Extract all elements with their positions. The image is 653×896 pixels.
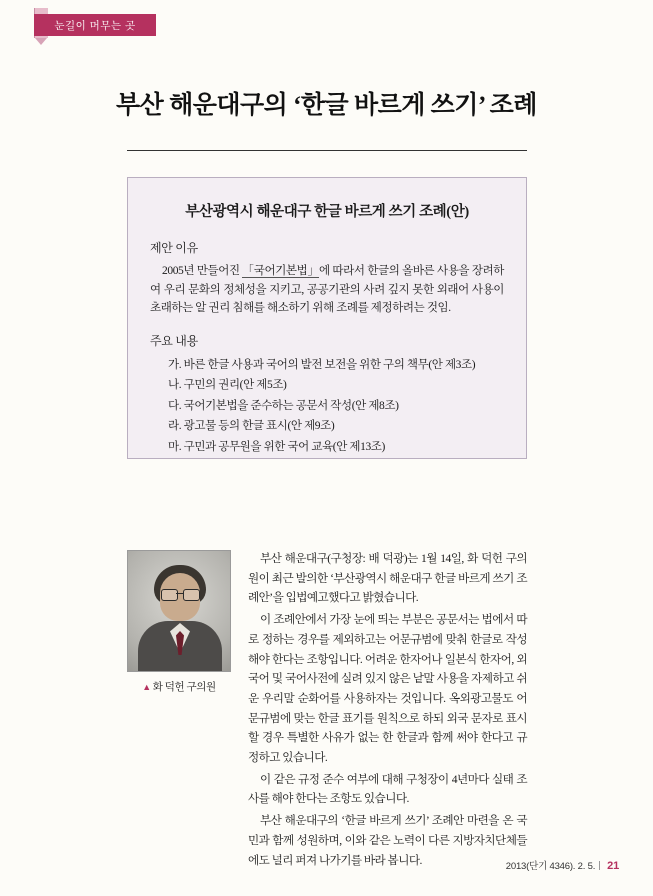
photo-glasses-left (161, 589, 178, 601)
section-ribbon-label: 눈길이 머무는 곳 (34, 14, 156, 36)
article-body (248, 549, 527, 872)
portrait-photo (127, 550, 231, 672)
list-item: 가. 바른 한글 사용과 국어의 발전 보전을 위한 구의 책무(안 제3조) (168, 358, 476, 371)
article-paragraph: 부산 해운대구의 ‘한글 바르게 쓰기’ 조례안 마련을 온 국민과 함께 성원하며, 이와 같은 노력이 다른 지방자치단체들에도 널리 퍼져 나가기를 바라 봅니다. (248, 814, 527, 867)
footer-divider (599, 861, 600, 870)
portrait-figure (127, 550, 231, 694)
article-paragraph: 이 같은 규정 준수 여부에 대해 구청장이 4년마다 실태 조사를 해야 한다는 조항도 있습니다. (248, 772, 527, 806)
proposal-reason-text (150, 262, 504, 318)
list-item: 다. 국어기본법을 준수하는 공문서 작성(안 제8조) (168, 399, 399, 412)
page-title: 부산 해운대구의 ‘한글 바르게 쓰기’ 조례 (116, 92, 537, 119)
list-item: 나. 구민의 권리(안 제5조) (168, 379, 287, 392)
ordinance-item-list (150, 355, 504, 457)
ordinance-draft-box (127, 177, 527, 459)
photo-caption (127, 679, 231, 694)
triangle-marker-icon: ▲ (142, 682, 151, 692)
photo-glasses-right (183, 589, 200, 601)
main-content-heading: 주요 내용 (150, 333, 198, 348)
list-item: 마. 구민과 공무원을 위한 국어 교육(안 제13조) (168, 440, 385, 453)
photo-glasses-bridge (176, 593, 183, 594)
footer-date: 2013(단기 4346). 2. 5. (505, 861, 596, 872)
reason-text-pre: 2005년 만들어진 (162, 265, 243, 277)
photo-caption-text: 화 덕헌 구의원 (152, 682, 216, 693)
page-footer (506, 858, 619, 872)
article-paragraph: 이 조례안에서 가장 눈에 띄는 부분은 공문서는 법에서 따로 정하는 경우를 제외하고는 어문규범에 맞춰 한글로 작성해야 한다는 조항입니다. 어려운 한자어나 일본식 한자어, 외국어 및 국어사전에 실려 있지 않은 낱말 사용을 자제하고 쉬운 우리말 순화어를 사용하자는 것입니다. 옥외광고물도 어문규범에 맞는 한글 표기를 원칙으로 하되 외국 문자로 표시할 경우 특별한 사유가 없는 한 한글과 함께 써야 한다고 규정하고 있습니다. (248, 613, 527, 765)
reason-text-post: 에 따라서 한글의 올바른 사용을 장려하여 우리 문화의 정체성을 지키고, 공공기관의 사려 깊지 못한 외래어 사용이 초래하는 알 권리 침해를 해소하기 위해 조례를 제정하려는 것임. (150, 265, 504, 315)
page-number: 21 (607, 860, 619, 872)
list-item: 라. 광고물 등의 한글 표시(안 제9조) (168, 420, 335, 433)
ordinance-box-title: 부산광역시 해운대구 한글 바르게 쓰기 조례(안) (185, 204, 469, 220)
title-divider (127, 150, 527, 151)
proposal-reason-heading: 제안 이유 (150, 241, 198, 255)
article-paragraph: 부산 해운대구(구청장: 배 덕광)는 1월 14일, 화 덕헌 구의원이 최근 발의한 ‘부산광역시 해운대구 한글 바르게 쓰기 조례안’을 입법예고했다고 밝혔습니다. (248, 552, 527, 605)
law-name-highlight: 「국어기본법」 (242, 265, 319, 277)
